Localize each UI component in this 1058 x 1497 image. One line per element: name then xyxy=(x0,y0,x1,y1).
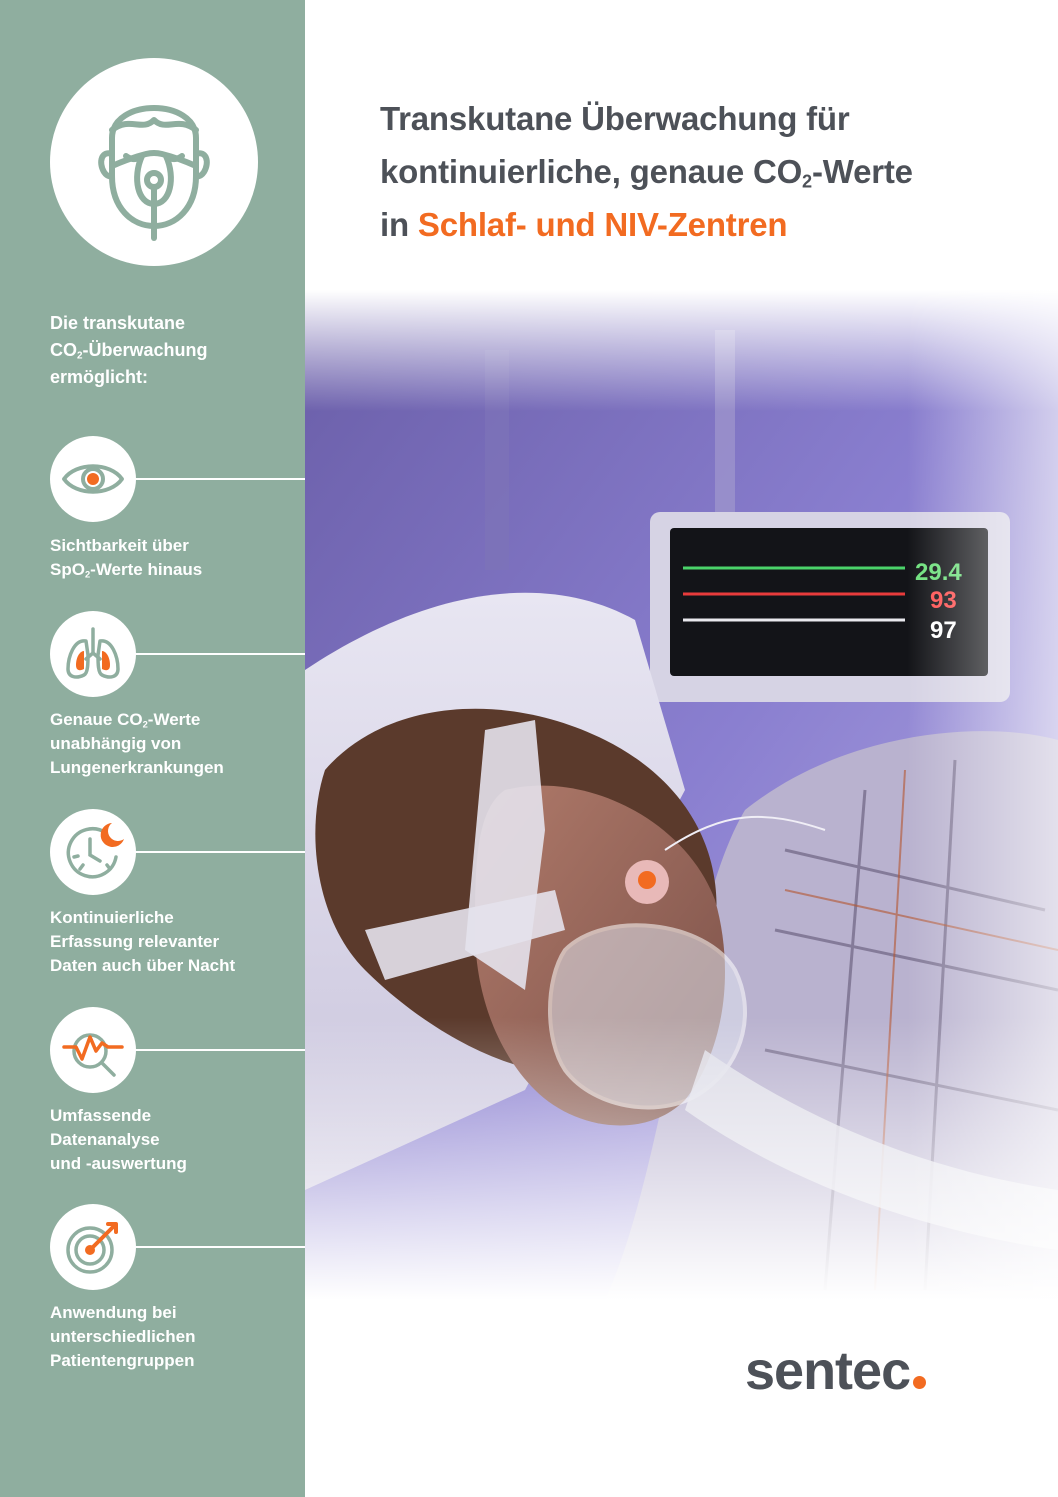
feature-line-text: und -auswertung xyxy=(50,1154,187,1173)
feature-text xyxy=(50,906,290,978)
chart-magnifier-icon xyxy=(50,1007,136,1093)
feature-text-part: SpO xyxy=(50,560,85,579)
feature-line-text: Lungenerkrankungen xyxy=(50,758,224,777)
title-line: Transkutane Überwachung für xyxy=(380,100,850,137)
intro-text-part: CO xyxy=(50,340,77,360)
feature-line-text xyxy=(50,558,290,582)
feature-divider xyxy=(130,478,305,480)
feature-line-text: Umfassende xyxy=(50,1106,152,1125)
target-icon xyxy=(50,1204,136,1290)
title-accent: Schlaf- und NIV-Zentren xyxy=(417,206,788,243)
subscript: 2 xyxy=(77,350,83,362)
lungs-icon xyxy=(50,611,136,697)
feature-text-part: -Werte hinaus xyxy=(90,560,203,579)
intro-line: Die transkutane xyxy=(50,313,186,333)
patient-photo xyxy=(305,290,1058,1300)
feature-text xyxy=(50,534,290,582)
feature-divider xyxy=(130,653,305,655)
feature-divider xyxy=(130,1049,305,1051)
feature-line-text: Datenanalyse xyxy=(50,1130,160,1149)
intro-line xyxy=(50,337,280,364)
logo-dot xyxy=(913,1376,926,1389)
logo-text: sentec xyxy=(745,1341,911,1401)
feature-divider xyxy=(130,1246,305,1248)
clock-moon-icon xyxy=(50,809,136,895)
feature-line-text: Anwendung bei xyxy=(50,1303,177,1322)
feature-text xyxy=(50,708,290,780)
sidebar xyxy=(0,0,305,1497)
intro-text-part: -Überwachung xyxy=(82,340,208,360)
subscript: 2 xyxy=(84,569,91,580)
feature-divider xyxy=(130,851,305,853)
feature-line-text: Patientengruppen xyxy=(50,1351,195,1370)
title-text-part: in xyxy=(380,206,418,243)
sentec-logo xyxy=(745,1340,926,1402)
title-text-part: -Werte xyxy=(811,153,913,190)
feature-line-text: unterschiedlichen xyxy=(50,1327,196,1346)
feature-line-text: Erfassung relevanter xyxy=(50,932,220,951)
feature-text xyxy=(50,1104,290,1176)
feature-text-part: Genaue CO xyxy=(50,710,143,729)
feature-line-text: Daten auch über Nacht xyxy=(50,956,236,975)
feature-line-text: Sichtbarkeit über xyxy=(50,536,189,555)
feature-text-part: -Werte xyxy=(147,710,201,729)
eye-icon xyxy=(50,436,136,522)
title-line xyxy=(380,145,1020,198)
subscript: 2 xyxy=(802,171,812,192)
feature-line-text: unabhängig von xyxy=(50,734,182,753)
feature-line-text: Kontinuierliche xyxy=(50,908,174,927)
title-text-part: kontinuierliche, genaue CO xyxy=(380,153,803,190)
intro-text xyxy=(50,310,280,391)
feature-text xyxy=(50,1301,290,1373)
feature-line-text xyxy=(50,708,290,732)
page-title xyxy=(380,92,1020,251)
intro-line: ermöglicht: xyxy=(50,367,149,387)
subscript: 2 xyxy=(142,719,148,730)
title-line xyxy=(380,198,1020,251)
patient-mask-icon xyxy=(50,58,258,266)
